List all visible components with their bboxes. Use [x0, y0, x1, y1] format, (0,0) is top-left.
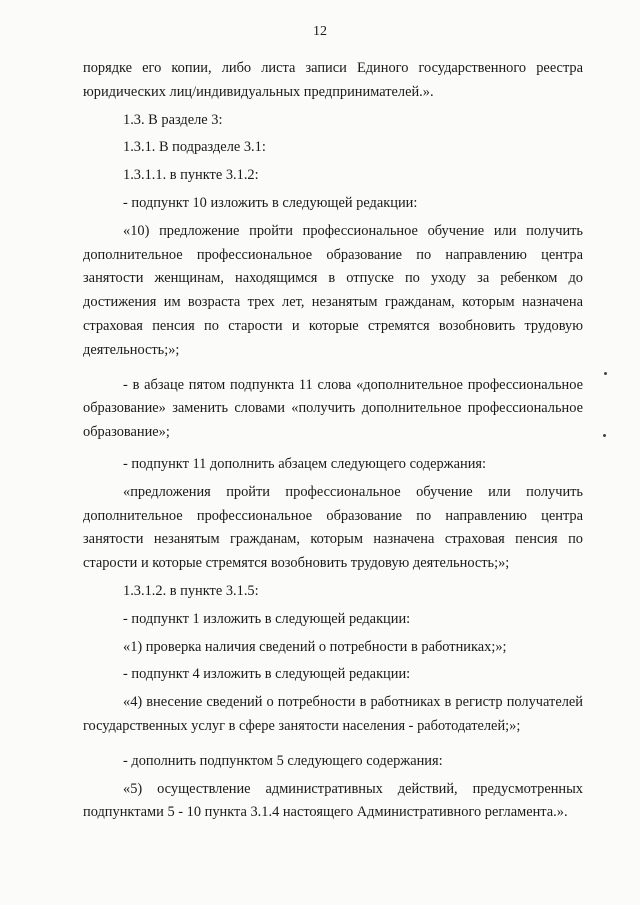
paragraph-instruction: - дополнить подпунктом 5 следующего содержания:: [123, 752, 443, 769]
paragraph-subsection-heading: 1.3.1. В подразделе 3.1:: [123, 139, 266, 156]
paragraph-quoted-text: «1) проверка наличия сведений о потребности в работниках;»;: [123, 638, 507, 655]
paragraph-quoted-text: «5) осуществление административных действий, предусмотренных подпунктами 5 - 10 пункта 3.1.4 настоящего Административного регламента.».: [83, 780, 583, 821]
paragraph-clause-heading: 1.3.1.2. в пункте 3.1.5:: [123, 582, 259, 599]
document-body: [83, 57, 583, 825]
scan-speck: [604, 372, 607, 375]
paragraph-quoted-text: «4) внесение сведений о потребности в работниках в регистр получателей государственных услуг в сфере занятости населения - работодателей;»;: [83, 694, 583, 734]
paragraph-instruction: - в абзаце пятом подпункта 11 слова «дополнительное профессиональное образование» заменить словами «получить дополнительное профессиональное образование»;: [83, 376, 583, 441]
paragraph-instruction: - подпункт 1 изложить в следующей редакции:: [123, 610, 411, 627]
paragraph-instruction: - подпункт 11 дополнить абзацем следующего содержания:: [123, 455, 487, 472]
paragraph-section-heading: 1.3. В разделе 3:: [123, 111, 223, 128]
paragraph-clause-heading: 1.3.1.1. в пункте 3.1.2:: [123, 167, 259, 184]
paragraph-instruction: - подпункт 10 изложить в следующей редакции:: [123, 194, 418, 211]
scan-speck: [603, 434, 606, 437]
paragraph-continuation: порядке его копии, либо листа записи Единого государственного реестра юридических лиц/индивидуальных предпринимателей.».: [83, 60, 583, 100]
paragraph-quoted-text: «10) предложение пройти профессиональное обучение или получить дополнительное профессиональное образование по направлению центра занятости женщинам, находящимся в отпуске по уходу за ребенком до достижения им возраста трех лет, незанятым гражданам, которым назначена страховая пенсия по старости и которые стремятся возобновить трудовую деятельность;»;: [83, 222, 583, 358]
paragraph-quoted-text: «предложения пройти профессиональное обучение или получить дополнительное профессиональное образование по направлению центра занятости незанятым гражданам, которым назначена страховая пенсия по старости и которые стремятся возобновить трудовую деятельность;»;: [83, 483, 583, 572]
page-number: 12: [313, 24, 327, 39]
paragraph-instruction: - подпункт 4 изложить в следующей редакции:: [123, 666, 411, 683]
